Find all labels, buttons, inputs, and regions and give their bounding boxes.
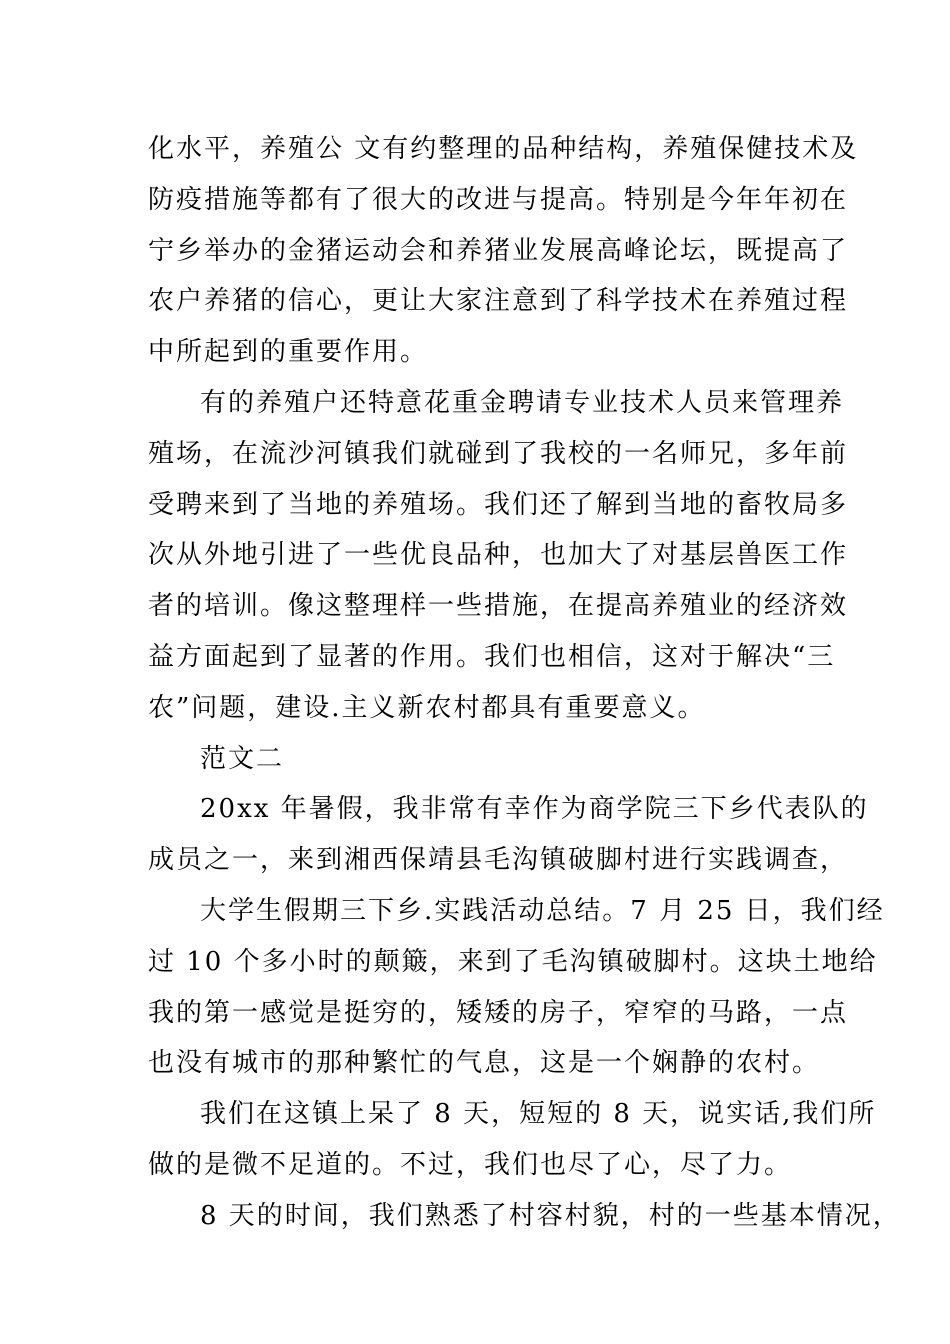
text-line: 益方面起到了显著的作用。我们也相信，这对于解决“三	[148, 641, 836, 672]
paragraph-first-line: 有的养殖户还特意花重金聘请专业技术人员来管理养	[200, 387, 845, 418]
text-line: 过 10 个多小时的颠簸，来到了毛沟镇破脚村。这块土地给	[148, 946, 878, 977]
section-heading: 范文二	[200, 743, 285, 774]
paragraph-first-line: 大学生假期三下乡.实践活动总结。7 月 25 日，我们经	[200, 895, 885, 926]
paragraph-first-line: 20xx 年暑假，我非常有幸作为商学院三下乡代表队的	[200, 794, 869, 825]
text-line: 也没有城市的那种繁忙的气息，这是一个娴静的农村。	[148, 1048, 821, 1079]
text-line: 中所起到的重要作用。	[148, 337, 429, 368]
text-line: 宁乡举办的金猪运动会和养猪业发展高峰论坛，既提高了	[148, 235, 849, 266]
document-body	[148, 124, 901, 1242]
text-line: 受聘来到了当地的养殖场。我们还了解到当地的畜牧局多	[148, 489, 849, 520]
paragraph-first-line: 8 天的时间，我们熟悉了村容村貌，村的一些基本情况，	[200, 1200, 901, 1231]
text-line: 殖场，在流沙河镇我们就碰到了我校的一名师兄，多年前	[148, 438, 849, 469]
text-line: 农”问题，建设.主义新农村都具有重要意义。	[148, 692, 706, 723]
text-line: 者的培训。像这整理样一些措施，在提高养殖业的经济效	[148, 591, 849, 622]
text-line: 做的是微不足道的。不过，我们也尽了心，尽了力。	[148, 1149, 793, 1180]
text-line: 次从外地引进了一些优良品种，也加大了对基层兽医工作	[148, 540, 849, 571]
text-line: 成员之一，来到湘西保靖县毛沟镇破脚村进行实践调查，	[148, 845, 849, 876]
text-line: 我的第一感觉是挺穷的，矮矮的房子，窄窄的马路，一点	[148, 997, 849, 1028]
text-line: 化水平，养殖公 文有约整理的品种结构，养殖保健技术及	[148, 134, 859, 164]
text-line: 农户养猪的信心，更让大家注意到了科学技术在养殖过程	[148, 286, 849, 317]
text-line: 防疫措施等都有了很大的改进与提高。特别是今年年初在	[148, 184, 849, 215]
paragraph-first-line: 我们在这镇上呆了 8 天，短短的 8 天，说实话,我们所	[200, 1099, 877, 1130]
